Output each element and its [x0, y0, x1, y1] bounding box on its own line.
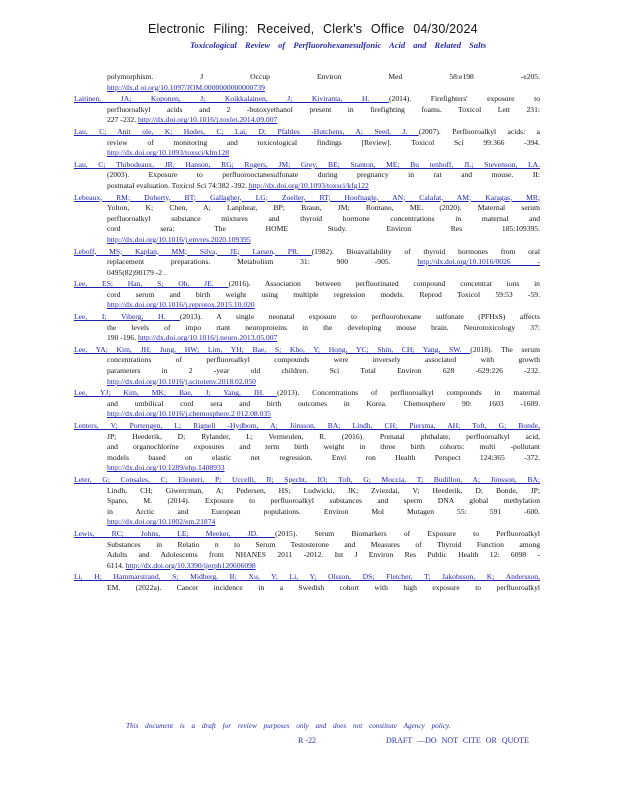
- reference-line: Lewis, RC; Johns, LE; Meeker, JD. (2015). Serum Biomarkers of Exposure to Perfluoroalkyl: [74, 528, 540, 538]
- reference-line: Spano, M. (2014). Exposure to perfluoroalkyl substances and sperm DNA global methylation: [107, 496, 540, 506]
- reference-line: cord serum and birth weight using multiple regression models. Reprod Toxicol 59:53 -59.: [107, 289, 540, 299]
- reference-entry: [74, 193, 540, 246]
- reference-entry: [74, 94, 540, 126]
- doi-link[interactable]: http://dx.d oi.org/10.1097/JOM.0000000000000739: [107, 82, 265, 92]
- reference-line: [74, 160, 540, 171]
- reference-line: Lindh, CH; Giwercman, A; Pedersen, HS; Ludwicki, JK; Zviezdai, V; Heederik, D; Bonde, JP;: [107, 485, 540, 495]
- reference-line: Laitinen, JA; Koponen, J; Koikkalainen, J; Kiviranta, H. (2014). Firefighters' exposure to: [74, 94, 540, 104]
- reference-entry: [74, 279, 540, 311]
- reference-line: Leboff, MS; Kaplan, MM; Silva, JE; Larsen, PR. (1982). Bioavailability of thyroid hormones from oral: [74, 246, 540, 256]
- reference-line: Yolton, K; Chen, A; Lanphear, BP; Braun, JM; Romano, ME. (2020). Maternal serum: [107, 203, 540, 213]
- reference-entry: [74, 72, 540, 93]
- reference-entry: [74, 345, 540, 387]
- reference-line: models based on elastic net regression. Envi ron Health Perspect 124:365 -372.: [107, 452, 540, 462]
- reference-line: JP; Heederik, D; Rylander, L; Vermeulen, R. (2016). Prenatal phthalate, perfluoroalkyl acid,: [107, 431, 540, 441]
- author-link[interactable]: Lenters, V; Portengen, L; Rignell -Hydbom, A; Jönsson, BA; Lindh, CH; Piersma, AH; Toft, G; Bonde,: [74, 421, 540, 430]
- reference-line: [74, 572, 540, 583]
- filing-stamp: Electronic Filing: Received, Clerk's Office 04/30/2024: [148, 22, 478, 36]
- reference-line: in Arctic and European populations. Environ Mol Mutagen 55: 591 -600.: [107, 506, 540, 516]
- reference-entry: [74, 421, 540, 474]
- doi-link[interactable]: http://dx.doi.org/10.1093/toxsci/kfm128: [107, 148, 229, 158]
- author-link[interactable]: Li, H; Hammarstrand, S; Midberg, B; Xu, Y; Li, Y; Olsson, DS; Fletcher, T; Jakobsson, K; Andersson,: [74, 572, 540, 582]
- reference-line: 6114. http://dx.doi.org/10.3390/ijerph120606098: [107, 560, 256, 570]
- reference-line: parameters in 2 -year old children. Sci Total Environ 628 -629:226 -232.: [107, 366, 540, 376]
- author-link[interactable]: Lebeaux, RM; Doherty, BT; Gallagher, LG; Zoeller, RT; Hoofnagle, AN; Calafat, AM; Karagas, MR;: [74, 192, 540, 202]
- author-link[interactable]: Leter, G; Consales, C; Eleuteri, P; Uccelli, R; Specht, IO; Toft, G; Moccia, T; Budillon, A; Jönsson, BA;: [74, 474, 540, 484]
- reference-list: [74, 72, 540, 595]
- reference-line: [74, 421, 540, 432]
- reference-entry: [74, 247, 540, 279]
- reference-line: Lau, C; Anit ole, K; Hodes, C; Lai, D; Pfahles -Hutchens, A; Seed, J. (2007). Perfluoroalkyl acids: a: [74, 126, 540, 136]
- reference-line: (2003). Exposure to perfluorooctanesulfonate during pregnancy in rat and mouse. II:: [107, 170, 540, 180]
- doi-link[interactable]: http://dx.doi.org/10.3390/ijerph120606098: [125, 560, 256, 570]
- reference-line: [74, 463, 540, 474]
- draft-notice: DRAFT —DO NOT CITE OR QUOTE: [386, 736, 529, 745]
- reference-line: Lee, I; Viberg, H. (2013). A single neonatal exposure to perfluorohexane sulfonate (PFHxS) affects: [74, 312, 540, 322]
- reference-line: [74, 377, 540, 388]
- reference-line: perfluoroalkyl substance mixtures and thyroid hormone concentrations in maternal and: [107, 213, 540, 223]
- doi-link[interactable]: http://dx.doi.org/10.1016/0026 -: [417, 257, 540, 267]
- author-link[interactable]: Lee, YJ; Kim, MK; Bae, J; Yang, JH.: [74, 388, 278, 398]
- doi-link[interactable]: http://dx.doi.org/10.1016/j.chemosphere.2 012.08.035: [107, 409, 271, 419]
- reference-line: [74, 475, 540, 486]
- reference-line: Lee, YJ; Kim, MK; Bae, J; Yang, JH. (2013). Concentrations of perfluoroalkyl compounds in maternal: [74, 388, 540, 398]
- reference-line: [74, 300, 540, 311]
- reference-entry: [74, 388, 540, 420]
- document-title: Toxicological Review of Perfluorohexanesulfonic Acid and Related Salts: [190, 40, 487, 50]
- reference-line: replacement preparations. Metabolism 31: 900 -905. http://dx.doi.org/10.1016/0026 -: [107, 257, 540, 267]
- reference-line: Lee, ES; Han, S; Oh, JE. (2016). Association between perfluorinated compound concentrat ions in: [74, 279, 540, 289]
- reference-line: the levels of impo rtant neuroproteins in the developing mouse brain. Neurotoxicology 37:: [107, 322, 540, 332]
- author-link[interactable]: Lau, C; Thibodeaux, JR; Hanson, RG; Rogers, JM; Grey, BE; Stanton, ME; Bu tenhoff, JL; Stevenson, LA.: [74, 159, 540, 169]
- page-number: R -22: [298, 736, 316, 745]
- reference-line: [74, 235, 540, 246]
- reference-line: and umbilical cord sera and birth outcomes in Korea. Chemosphere 90: 1603 -1609.: [107, 398, 540, 408]
- doi-link[interactable]: http://dx.doi.org/10.1002/em.21874: [107, 517, 216, 527]
- author-link[interactable]: Lee, YA; Kim, JH; Jung, HW; Lim, YH; Bae, S; Kho, Y; Hong, YC; Shin, CH; Yang, SW.: [74, 344, 471, 354]
- reference-line: EM. (2022a). Cancer incidence in a Swedish cohort with high exposure to perfluoroalkyl: [107, 582, 540, 592]
- reference-entry: [74, 127, 540, 159]
- reference-line: perfluoroalkyl acids and 2 -butoxyethanol present in firefighting foams. Toxicol Lett 231:: [107, 104, 540, 114]
- doi-link[interactable]: http://dx.doi.org/10.1016/j.neuro.2013.05.007: [138, 333, 278, 343]
- author-link[interactable]: Lau, C; Anit ole, K; Hodes, C; Lai, D; Pfahles -Hutchens, A; Seed, J.: [74, 126, 419, 136]
- reference-line: [74, 193, 540, 204]
- reference-line: postnatal evaluation. Toxicol Sci 74:382 -392. http://dx.doi.org/10.1093/toxsci/kfg122: [107, 180, 369, 190]
- reference-line: [74, 409, 540, 420]
- reference-entry: [74, 475, 540, 528]
- doi-link[interactable]: http://dx.doi.org/10.1289/ehp.1408933: [107, 463, 225, 473]
- doi-link[interactable]: http://dx.doi.org/10.1093/toxsci/kfg122: [248, 180, 369, 190]
- author-link[interactable]: Laitinen, JA; Koponen, J; Koikkalainen, J; Kiviranta, H.: [74, 94, 389, 104]
- reference-line: [74, 517, 540, 528]
- doi-link[interactable]: http://dx.doi.org/10.1016/j.reprotox.2015.10.020: [107, 300, 255, 310]
- reference-line: 190 -196. http://dx.doi.org/10.1016/j.neuro.2013.05.007: [107, 333, 278, 343]
- draft-disclaimer: This document is a draft for review purposes only and does not constitute Agency policy.: [126, 722, 451, 730]
- reference-line: Substances in Relatio n to Serum Testosterone and Measures of Thyroid Function among: [107, 539, 540, 549]
- reference-line: Lee, YA; Kim, JH; Jung, HW; Lim, YH; Bae, S; Kho, Y; Hong, YC; Shin, CH; Yang, SW. (2018). The serum: [74, 344, 540, 354]
- reference-line: [74, 148, 540, 159]
- reference-entry: [74, 572, 540, 593]
- author-link[interactable]: Leboff, MS; Kaplan, MM; Silva, JE; Larsen, PR.: [74, 246, 312, 256]
- reference-line: [74, 83, 540, 94]
- doi-link[interactable]: http://dx.doi.org/10.1016/j.scitotenv.2018.02.050: [107, 376, 256, 386]
- author-link[interactable]: Lee, I; Viberg, H.: [74, 312, 180, 322]
- doi-link[interactable]: http://dx.doi.org/10.1016/j.envres.2020.109395: [107, 234, 251, 244]
- reference-line: 227 -232. http://dx.doi.org/10.1016/j.toxlet.2014.09.007: [107, 115, 278, 125]
- reference-entry: [74, 160, 540, 192]
- reference-line: Adults and Adolescents from NHANES 2011 -2012. Int J Environ Res Public Health 12: 6098 -: [107, 550, 540, 560]
- reference-line: polymorphism. J Occup Environ Med 58:e198 -e205.: [107, 72, 540, 81]
- reference-entry: [74, 312, 540, 344]
- reference-line: concentrations of perfluoroalkyl compounds were inversely associated with growth: [107, 355, 540, 365]
- reference-line: review of monitoring and toxicological findings [Review]. Toxicol Sci 99:366 -394.: [107, 137, 540, 147]
- reference-entry: [74, 529, 540, 571]
- author-link[interactable]: Lee, ES; Han, S; Oh, JE.: [74, 279, 229, 289]
- reference-line: 0495(82)90179 -2 .: [107, 267, 166, 277]
- doi-link[interactable]: http://dx.doi.org/10.1016/j.toxlet.2014.09.007: [138, 115, 278, 125]
- reference-line: and organochlorine exposures and term birth weight in three birth cohorts: multi -pollutant: [107, 442, 540, 452]
- reference-line: cord sera: The HOME Study. Environ Res 185:109395.: [107, 224, 540, 234]
- author-link[interactable]: Lewis, RC; Johns, LE; Meeker, JD.: [74, 528, 276, 538]
